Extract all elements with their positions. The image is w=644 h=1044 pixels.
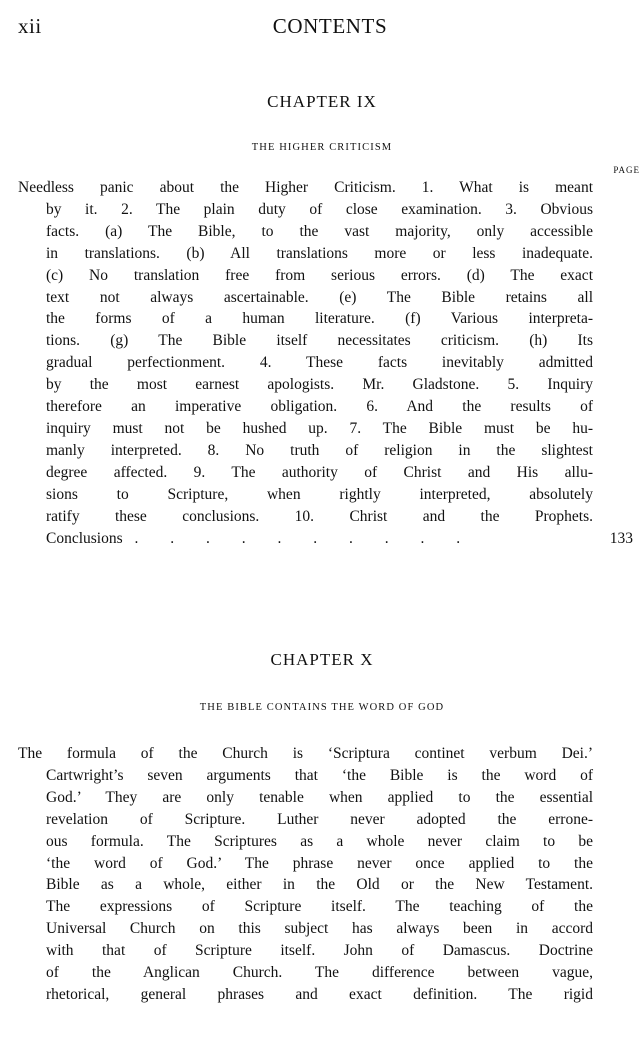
chapter-x-heading: CHAPTER X (270, 650, 374, 669)
summary-line: ous formula. The Scriptures as a whole never claim to be (46, 832, 593, 850)
summary-line: Universal Church on this subject has always been in accord (46, 920, 593, 938)
summary-last-text: Conclusions (46, 529, 123, 547)
summary-line: text not always ascertainable. (e) The Bible retains all (46, 288, 593, 306)
summary-line: rhetorical, general phrases and exact definition. The rigid (46, 985, 593, 1003)
summary-line: by it. 2. The plain duty of close examination. 3. Obvious (46, 200, 593, 218)
summary-line: inquiry must not be hushed up. 7. The Bible must be hu- (46, 419, 593, 437)
running-head-title: CONTENTS (272, 14, 388, 38)
summary-line: gradual perfectionment. 4. These facts inevitably admitted (46, 354, 593, 372)
summary-line: degree affected. 9. The authority of Christ and His allu- (46, 463, 593, 481)
summary-line: tions. (g) The Bible itself necessitates criticism. (h) Its (46, 332, 593, 350)
summary-line: facts. (a) The Bible, to the vast majority, only accessible (46, 222, 593, 240)
summary-line: God.’ They are only tenable when applied to the essential (46, 788, 593, 806)
chapter-ix-subheading: THE HIGHER CRITICISM (251, 142, 393, 153)
summary-line: sions to Scripture, when rightly interpreted, absolutely (46, 485, 593, 503)
summary-line: ‘the word of God.’ The phrase never once applied to the (46, 854, 593, 872)
summary-line: of the Anglican Church. The difference between vague, (46, 964, 593, 982)
chapter-ix-page-ref: 133 (609, 529, 633, 547)
summary-line: by the most earnest apologists. Mr. Gladstone. 5. Inquiry (46, 376, 593, 394)
chapter-x-summary (18, 743, 593, 1006)
running-head (18, 14, 618, 40)
summary-line: in translations. (b) All translations more or less inadequate. (46, 244, 593, 262)
summary-line: with that of Scripture itself. John of Damascus. Doctrine (46, 942, 593, 960)
summary-line: The formula of the Church is ‘Scriptura continet verbum Dei.’ (18, 745, 593, 762)
summary-line: (c) No translation free from serious errors. (d) The exact (46, 266, 593, 284)
chapter-ix-heading: CHAPTER IX (267, 92, 377, 111)
summary-last-line (18, 528, 633, 550)
page-column-label: PAGE (613, 165, 640, 175)
summary-line: Needless panic about the Higher Criticism. 1. What is meant (18, 179, 593, 196)
summary-line: The expressions of Scripture itself. The teaching of the (46, 898, 593, 916)
summary-line: Bible as a whole, either in the Old or the New Testament. (46, 876, 593, 894)
chapter-x-subheading: THE BIBLE CONTAINS THE WORD OF GOD (199, 702, 445, 713)
summary-line: therefore an imperative obligation. 6. And the results of (46, 398, 593, 416)
dot-leader: . . . . . . . . . . (134, 529, 475, 547)
summary-line: revelation of Scripture. Luther never adopted the errone- (46, 810, 593, 828)
summary-line: Cartwright’s seven arguments that ‘the Bible is the word of (46, 766, 593, 784)
page-number: xii (18, 14, 42, 38)
summary-line: ratify these conclusions. 10. Christ and the Prophets. (46, 507, 593, 525)
chapter-ix-summary (18, 177, 633, 549)
summary-line: manly interpreted. 8. No truth of religion in the slightest (46, 441, 593, 459)
summary-line: the forms of a human literature. (f) Various interpreta- (46, 310, 593, 328)
